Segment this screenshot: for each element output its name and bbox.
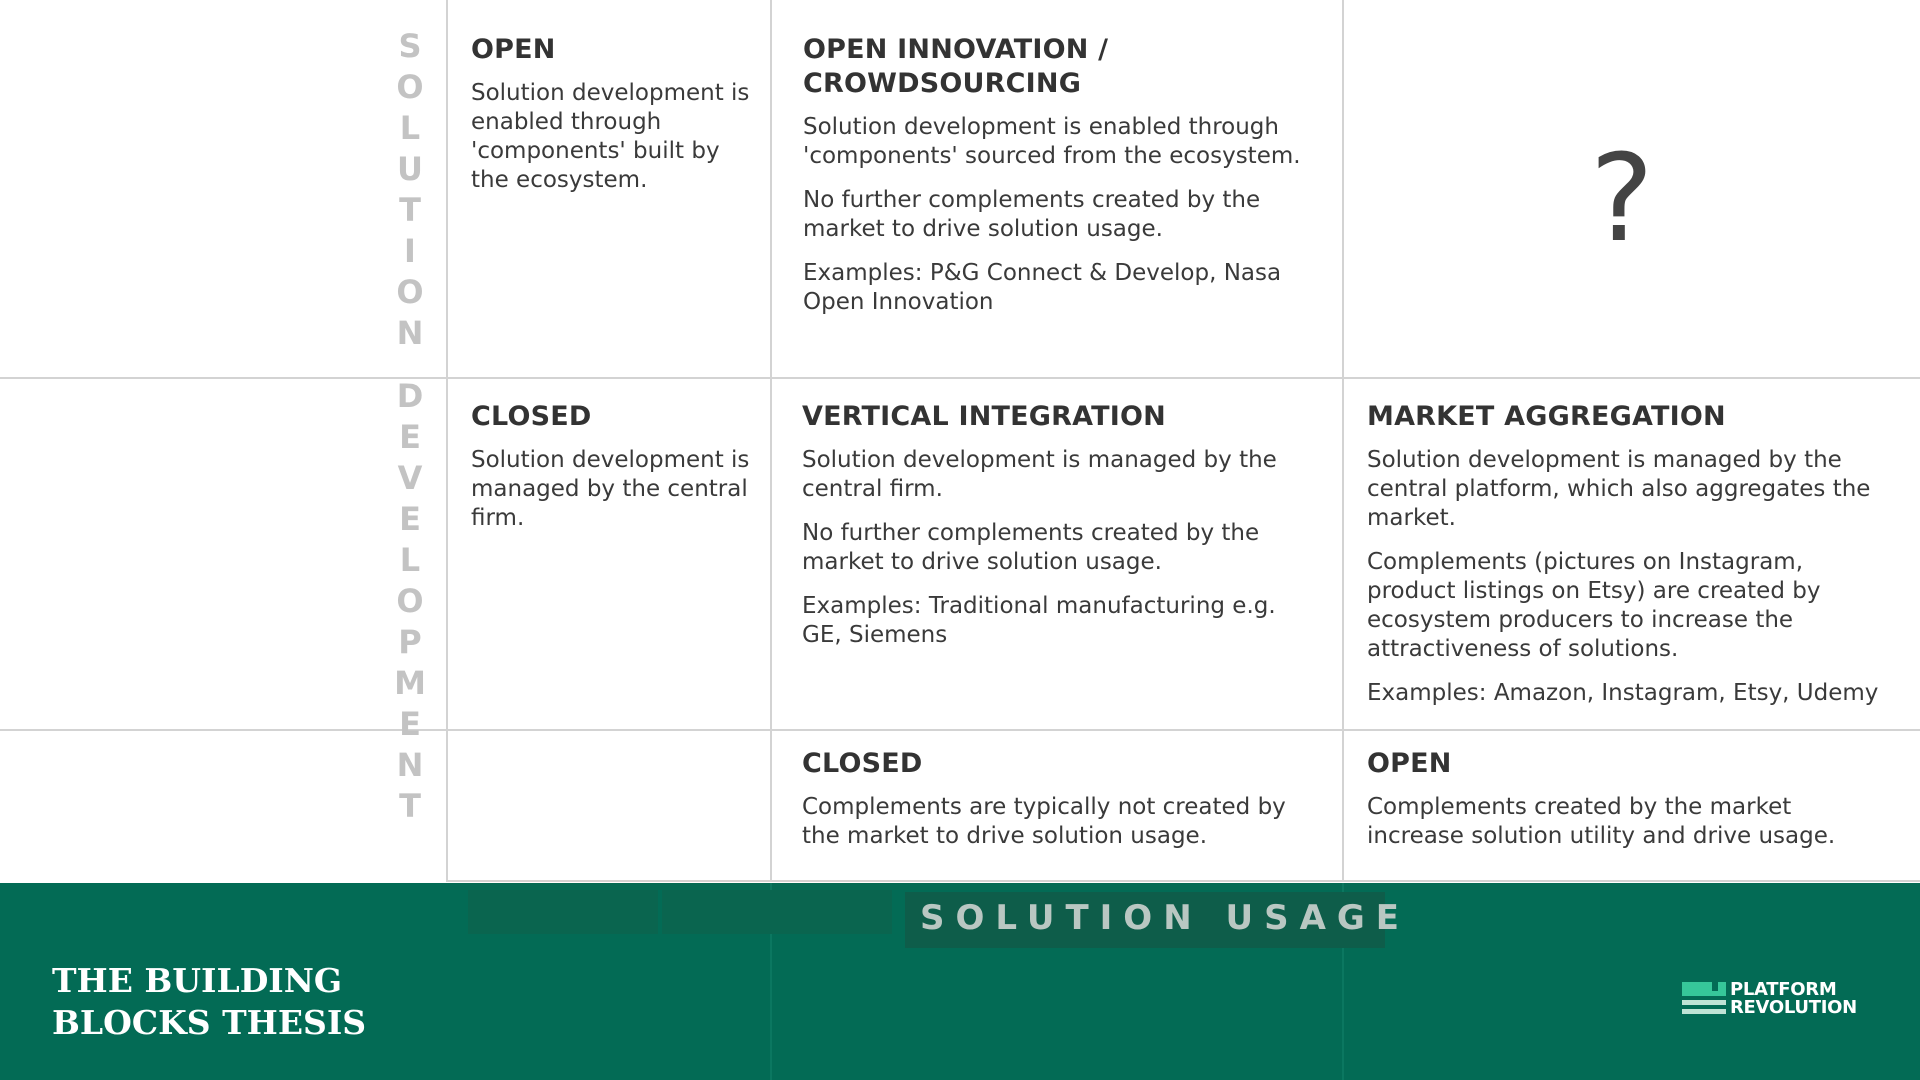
slide-title-line: THE BUILDING	[52, 961, 343, 1000]
question-mark: ?	[1590, 130, 1654, 269]
cell-body: Solution development is managed by the central platform, which also aggregates the market.	[1367, 447, 1871, 531]
cell-market-aggregation	[1367, 400, 1897, 723]
axis-letter: O	[396, 273, 424, 311]
slide-title	[52, 960, 366, 1044]
cell-open-innovation	[803, 33, 1323, 332]
cell-title: OPEN	[1367, 748, 1452, 779]
axis-letter: L	[399, 541, 421, 579]
cell-body: Complements created by the market increase solution utility and drive usage.	[1367, 794, 1836, 849]
cell-examples: Examples: Amazon, Instagram, Etsy, Udemy	[1367, 680, 1879, 706]
cell-body: No further complements created by the market to drive solution usage.	[802, 520, 1260, 575]
cell-body: No further complements created by the market to drive solution usage.	[803, 187, 1261, 242]
cell-body: Solution development is managed by the central firm.	[471, 447, 750, 531]
axis-label-shadow	[468, 890, 658, 934]
cell-title: CLOSED	[802, 748, 923, 779]
logo-wordmark	[1730, 981, 1857, 1017]
axis-label-shadow	[662, 890, 892, 934]
axis-letter: V	[397, 459, 423, 497]
platform-revolution-logo	[1682, 981, 1857, 1017]
cell-body: Complements are typically not created by the market to drive solution usage.	[802, 794, 1286, 849]
axis-letter: T	[399, 191, 421, 229]
grid-line-row3	[446, 880, 1920, 882]
logo-mark-icon	[1682, 982, 1726, 1016]
grid-line-middle	[770, 0, 772, 882]
solution-development-axis-label	[396, 26, 424, 827]
cell-title: OPEN	[471, 34, 556, 65]
cell-examples: Examples: P&G Connect & Develop, Nasa Open Innovation	[803, 260, 1282, 315]
logo-line: PLATFORM	[1730, 979, 1837, 1000]
axis-letter: T	[399, 787, 421, 825]
cell-title: VERTICAL INTEGRATION	[802, 401, 1166, 432]
axis-letter: D	[396, 377, 424, 415]
axis-letter: L	[399, 109, 421, 147]
axis-letter: P	[398, 623, 422, 661]
cell-body: Solution development is managed by the central firm.	[802, 447, 1277, 502]
axis-letter: N	[396, 314, 424, 352]
axis-letter: E	[399, 418, 421, 456]
grid-line-left	[446, 0, 448, 882]
cell-open-usage	[1367, 747, 1887, 866]
cell-closed-development	[471, 400, 761, 548]
cell-closed-usage	[802, 747, 1322, 866]
cell-body: Solution development is enabled through 'components' sourced from the ecosystem.	[803, 114, 1301, 169]
axis-letter: I	[404, 232, 416, 270]
axis-letter: O	[396, 582, 424, 620]
slide-title-line: BLOCKS THESIS	[52, 1003, 367, 1042]
grid-line-row1	[0, 377, 1920, 379]
cell-examples: Examples: Traditional manufacturing e.g. GE, Siemens	[802, 593, 1276, 648]
axis-letter: S	[398, 27, 422, 65]
cell-title: CLOSED	[471, 401, 592, 432]
axis-letter: N	[396, 746, 424, 784]
axis-letter: E	[399, 705, 421, 743]
grid-line-row2	[0, 729, 1920, 731]
axis-letter: U	[397, 150, 423, 188]
cell-title: MARKET AGGREGATION	[1367, 401, 1726, 432]
axis-letter: M	[394, 664, 426, 702]
cell-open-development	[471, 33, 761, 210]
grid-line-right	[1342, 0, 1344, 882]
axis-letter: O	[396, 68, 424, 106]
cell-vertical-integration	[802, 400, 1322, 665]
axis-letter: E	[399, 500, 421, 538]
logo-line: REVOLUTION	[1730, 997, 1857, 1018]
cell-body: Complements (pictures on Instagram, product listings on Etsy) are created by ecosystem producers to increase the attractiveness of solutions.	[1367, 549, 1821, 662]
solution-usage-axis-label: SOLUTION USAGE	[920, 898, 1411, 938]
cell-body: Solution development is enabled through 'components' built by the ecosystem.	[471, 80, 750, 193]
cell-title: OPEN INNOVATION / CROWDSOURCING	[803, 34, 1109, 99]
